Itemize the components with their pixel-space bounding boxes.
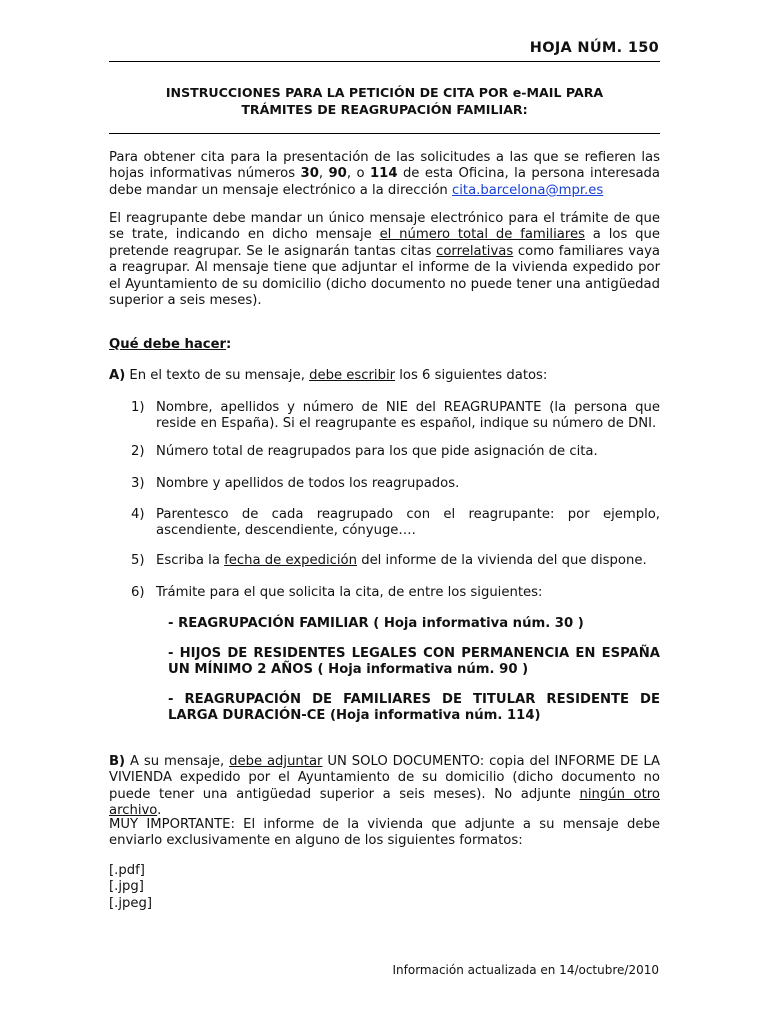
list-item (109, 507, 660, 541)
step-b-label: B) (109, 754, 126, 769)
step-a-text: En el texto de su mensaje, (125, 368, 310, 383)
list-number: 4) (131, 507, 145, 522)
list-number: 5) (131, 553, 145, 568)
format-item: [.jpg] (109, 879, 144, 895)
list-item (109, 476, 660, 493)
format-item: [.jpeg] (109, 895, 153, 911)
email-link[interactable]: cita.barcelona@mpr.es (451, 182, 604, 198)
list-number: 2) (131, 444, 145, 459)
section-heading-text: Qué debe hacer (109, 337, 227, 352)
list-text (156, 553, 660, 569)
list-text: Parentesco de cada reagrupado con el reagrupante: por ejemplo, ascendiente, descendiente, cónyuge…. (156, 507, 660, 539)
list-text: Trámite para el que solicita la cita, de entre los siguientes: (156, 585, 543, 600)
step-a-label: A) (109, 368, 126, 383)
intro-text: , (318, 166, 329, 182)
format-item: [.pdf] (109, 863, 145, 878)
list-number: 3) (131, 476, 145, 491)
title-line-2: TRÁMITES DE REAGRUPACIÓN FAMILIAR: (241, 102, 528, 117)
list-number: 6) (131, 585, 145, 600)
sheet-ref-30: 30 (300, 166, 319, 182)
sheet-number: HOJA NÚM. 150 (529, 40, 659, 56)
footer-updated: Información actualizada en 14/octubre/2010 (392, 963, 659, 977)
option-hijos-residentes: - HIJOS DE RESIDENTES LEGALES CON PERMANENCIA EN ESPAÑA UN MÍNIMO 2 AÑOS ( Hoja informativa núm. 90 ) (168, 646, 660, 678)
list-text-part: Escriba la (156, 553, 225, 568)
option-reagrupacion-familiar: - REAGRUPACIÓN FAMILIAR ( Hoja informativa núm. 30 ) (168, 616, 584, 631)
intro-text: , o (346, 166, 370, 182)
list-item (109, 585, 660, 602)
underlined-text: el número total de familiares (379, 227, 585, 243)
list-text: Número total de reagrupados para los que pide asignación de cita. (156, 444, 598, 459)
list-number: 1) (131, 400, 145, 415)
step-b (109, 754, 660, 820)
format-list (109, 863, 660, 912)
document-title (109, 84, 660, 118)
intro-text: de esta Oficina, la persona interesada debe mandar un mensaje electrónico a la dirección (109, 166, 661, 198)
step-b-text: . (157, 803, 162, 819)
list-text: Nombre, apellidos y número de NIE del REAGRUPANTE (la persona que reside en España). Si el reagrupante es español, indique su número de DNI. (156, 400, 660, 432)
title-line-1: INSTRUCCIONES PARA LA PETICIÓN DE CITA POR e-MAIL PARA (165, 85, 604, 100)
important-note: MUY IMPORTANTE: El informe de la vivienda que adjunte a su mensaje debe enviarlo exclusivamente en alguno de los siguientes formatos: (109, 817, 660, 849)
step-b-text: A su mensaje, (125, 754, 230, 769)
list-item (109, 400, 660, 434)
step-a-text: los 6 siguientes datos: (395, 368, 548, 383)
section-heading-colon: : (226, 337, 232, 352)
list-item (109, 553, 660, 570)
underlined-text: ningún otro archivo (109, 786, 660, 819)
option-larga-duracion: - REAGRUPACIÓN DE FAMILIARES DE TITULAR RESIDENTE DE LARGA DURACIÓN-CE (Hoja informativa núm. 114) (168, 692, 660, 724)
list-item (109, 444, 660, 461)
sheet-ref-114: 114 (369, 166, 398, 182)
paragraph-text: a los que pretende reagrupar. Se le asignarán tantas citas (109, 227, 661, 259)
list-text: Nombre y apellidos de todos los reagrupados. (156, 476, 460, 491)
underlined-text: debe adjuntar (229, 754, 323, 769)
intro-text: Para obtener cita para la presentación de las solicitudes a las que se refieren las hojas informativas números (109, 150, 660, 182)
intro-paragraph (109, 150, 660, 199)
step-a (109, 368, 660, 384)
sheet-ref-90: 90 (328, 166, 347, 182)
reagrupante-paragraph (109, 211, 660, 309)
underlined-text: correlativas (436, 243, 514, 259)
title-rule (109, 133, 660, 134)
paragraph-text: El reagrupante debe mandar un único mensaje electrónico para el trámite de que se trate, indicando en dicho mensaje (109, 211, 660, 243)
list-text-part: del informe de la vivienda del que dispone. (357, 553, 647, 568)
header-rule (109, 61, 660, 62)
paragraph-text: como familiares vaya a reagrupar. Al mensaje tiene que adjuntar el informe de la vivienda expedido por el Ayuntamiento de su domicilio (dicho documento no puede tener una antigüedad superior a seis meses). (109, 243, 660, 309)
underlined-text: debe escribir (309, 368, 396, 383)
step-b-text: UN SOLO DOCUMENTO: copia del INFORME DE LA VIVIENDA expedido por el Ayuntamiento de su domicilio (dicho documento no puede tener una antigüedad superior a seis meses). No adjunte (109, 754, 660, 802)
underlined-text: fecha de expedición (224, 553, 357, 568)
section-heading (109, 337, 660, 353)
